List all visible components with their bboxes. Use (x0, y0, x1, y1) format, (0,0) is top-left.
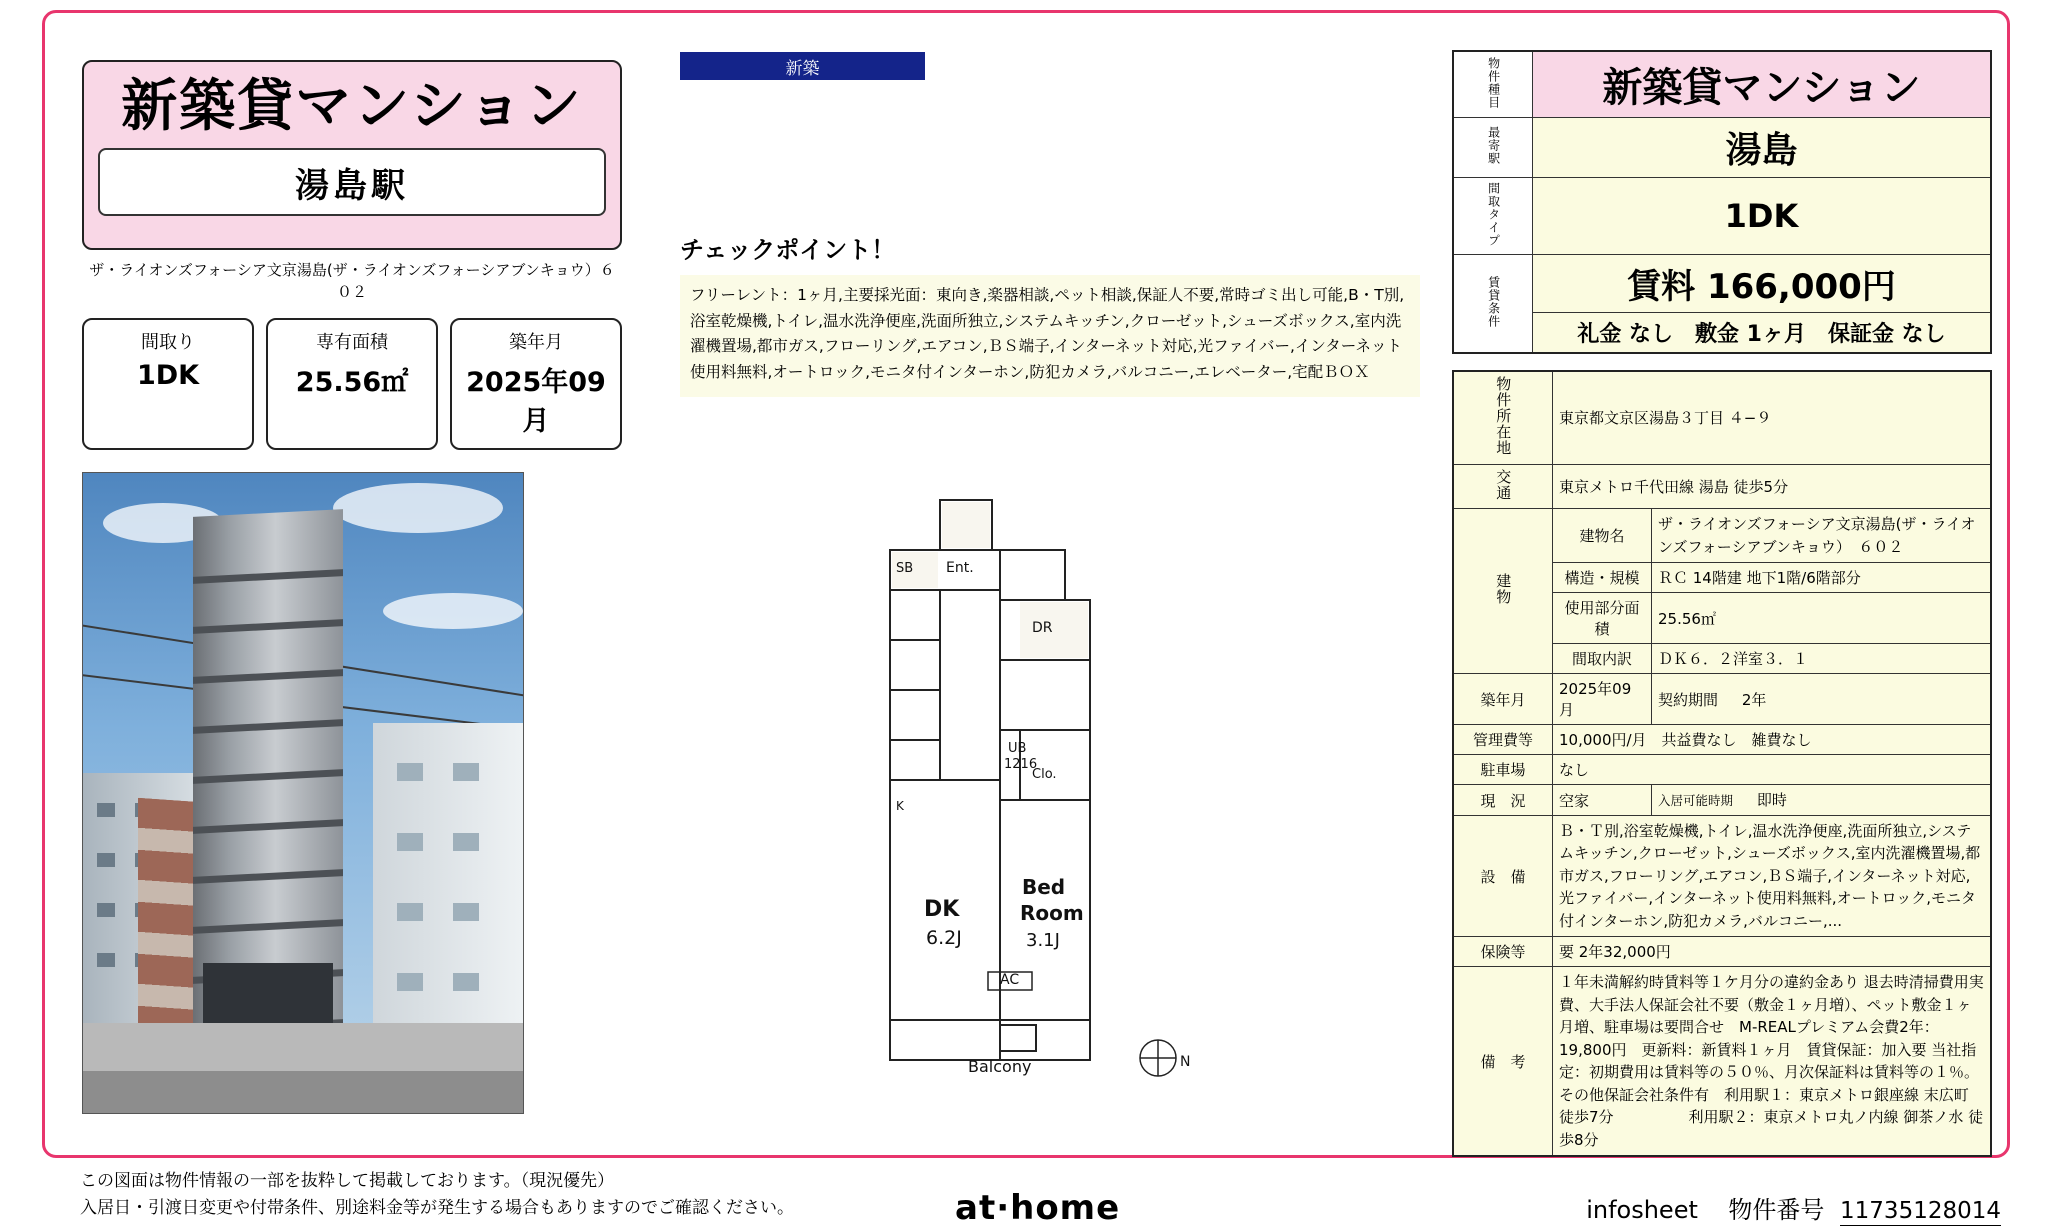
detail-area-value: 25.56㎡ (1652, 593, 1992, 644)
photo-cloud (333, 483, 503, 533)
svg-text:K: K (896, 799, 904, 813)
detail-status-label: 現 況 (1453, 785, 1553, 816)
checkpoint-title: チェックポイント！ (680, 236, 896, 264)
detail-movein-label: 入居可能時期 (1658, 793, 1734, 809)
detail-layoutdetail-value: ＤＫ６．２洋室３．１ (1652, 644, 1992, 674)
svg-text:DR: DR (1032, 620, 1053, 636)
spec-card-area (266, 318, 438, 450)
detail-area-label: 使用部分面積 (1553, 593, 1652, 644)
footer-disclaimer (80, 1168, 794, 1222)
property-no-label: 物件番号 (1728, 1196, 1825, 1224)
svg-text:AC: AC (1000, 972, 1020, 988)
athome-logo: at·home (955, 1188, 1121, 1228)
photo-cloud (383, 593, 523, 629)
row-label-station: 最寄駅 (1453, 118, 1532, 178)
svg-text:Bed: Bed (1022, 875, 1066, 899)
detail-table (1452, 370, 1992, 1157)
center-column (680, 52, 1420, 397)
table-row (1453, 967, 1991, 1157)
table-row (1453, 725, 1991, 755)
spec-card-row (82, 318, 622, 450)
table-row (1453, 178, 1991, 255)
detail-access-value: 東京メトロ千代田線 湯島 徒歩5分 (1553, 464, 1992, 509)
detail-structure-label: 構造・規模 (1553, 563, 1652, 593)
summary-table (1452, 50, 1992, 354)
detail-address-value: 東京都文京区湯島３丁目 ４−９ (1553, 371, 1992, 464)
svg-text:Clo.: Clo. (1032, 767, 1057, 782)
building-photo (82, 472, 524, 1114)
headline-box (82, 60, 622, 250)
detail-parking-value: なし (1553, 755, 1992, 785)
spec-layout-value: 1DK (136, 359, 200, 391)
detail-mgmt-value: 10,000円/月 共益費なし 雑費なし (1553, 725, 1992, 755)
left-column (82, 60, 642, 1114)
table-row (1453, 371, 1991, 464)
table-row (1453, 509, 1991, 563)
svg-text:3.1J: 3.1J (1026, 930, 1060, 951)
spec-builtdate-value: 2025年09月 (466, 366, 606, 437)
headline-station: 湯島駅 (295, 165, 409, 206)
detail-building-name-value: ザ・ライオンズフォーシア文京湯島(ザ・ライオンズフォーシアブンキョウ） ６０２ (1652, 509, 1992, 563)
detail-insurance-label: 保険等 (1453, 937, 1553, 967)
table-row (1453, 815, 1991, 937)
row-label-building: 建物 (1453, 509, 1553, 674)
table-row (1453, 255, 1991, 313)
detail-contract-value: 2年 (1741, 690, 1767, 709)
table-row (1453, 464, 1991, 509)
table-row (1453, 118, 1991, 178)
table-row (1453, 313, 1991, 354)
detail-remarks-value: １年未満解約時賃料等１ケ月分の違約金あり 退去時清掃費用実費、大手法人保証会社不要（敷金１ヶ月増）、ペット敷金１ヶ月増、駐車場は要問合せ M-REALプレミアム会費2年：19,800円 更新料：新賃料１ヶ月 賃貸保証：加入要 当社指定：初期費用は賃料等の５０％、月次保証料は賃料等の１％。その他保証会社条件有 利用駅１：東京メトロ銀座線 末広町 徒歩7分 利用駅２：東京メトロ丸ノ内線 御茶ノ水 徒歩8分 (1553, 967, 1992, 1157)
spec-card-layout (82, 318, 254, 450)
checkpoint-panel (680, 275, 1420, 397)
property-no-value: 11735128014 (1840, 1198, 2001, 1224)
photo-road (83, 1071, 523, 1113)
detail-contract-label: 契約期間 (1658, 690, 1719, 709)
svg-text:Balcony: Balcony (968, 1057, 1032, 1076)
row-label-access: 交通 (1453, 464, 1553, 509)
svg-text:Room: Room (1020, 901, 1084, 925)
summary-type-value: 新築貸マンション (1532, 51, 1991, 118)
table-row (1453, 785, 1991, 816)
table-row (1453, 937, 1991, 967)
detail-movein-cell (1652, 785, 1992, 816)
detail-status-value: 空家 (1553, 785, 1652, 816)
infosheet-footer (1586, 1190, 2001, 1225)
summary-rent-value: 賃料 166,000円 (1532, 255, 1991, 313)
new-construction-badge: 新築 (680, 52, 925, 80)
svg-text:6.2J: 6.2J (926, 927, 962, 949)
summary-layout-value: 1DK (1532, 178, 1991, 255)
detail-parking-label: 駐車場 (1453, 755, 1553, 785)
detail-equip-label: 設 備 (1453, 815, 1553, 937)
svg-text:DK: DK (924, 897, 960, 922)
spec-layout-label: 間取り (141, 331, 195, 353)
footer-disclaimer-line2: 入居日・引渡日変更や付帯条件、別途料金等が発生する場合もありますのでご確認ください。 (80, 1198, 794, 1219)
summary-station-value: 湯島 (1532, 118, 1991, 178)
svg-text:N: N (1180, 1054, 1191, 1070)
svg-text:Ent.: Ent. (946, 560, 974, 576)
detail-remarks-label: 備 考 (1453, 967, 1553, 1157)
detail-equip-value: Ｂ・Ｔ別,浴室乾燥機,トイレ,温水洗浄便座,洗面所独立,システムキッチン,クローゼット,シューズボックス,室内洗濯機置場,都市ガス,フローリング,エアコン,ＢＳ端子,インターネット対応,光ファイバー,インターネット使用料無料,オートロック,モニタ付インターホン,防犯カメラ,バルコニー,... (1553, 815, 1992, 937)
checkpoint-body: フリーレント：1ヶ月,主要採光面：東向き,楽器相談,ペット相談,保証人不要,常時ゴミ出し可能,B・T別,浴室乾燥機,トイレ,温水洗浄便座,洗面所独立,システムキッチン,クローゼット,シューズボックス,室内洗濯機置場,都市ガス,フローリング,エアコン,ＢＳ端子,インターネット対応,光ファイバー,インターネット使用料無料,オートロック,モニタ付インターホン,防犯カメラ,バルコニー,エレベーター,宅配ＢＯＸ (690, 286, 1405, 381)
svg-text:SB: SB (896, 561, 914, 576)
table-row (1453, 755, 1991, 785)
row-label-layout: 間取タイプ (1453, 178, 1532, 255)
spec-area-label: 専有面積 (316, 331, 388, 353)
spec-card-builtdate (450, 318, 622, 450)
detail-layoutdetail-label: 間取内訳 (1553, 644, 1652, 674)
right-column (1452, 50, 1992, 1157)
detail-insurance-value: 要 2年32,000円 (1553, 937, 1992, 967)
headline-title: 新築貸マンション (121, 74, 583, 139)
detail-building-name-label: 建物名 (1553, 509, 1652, 563)
building-name-text: ザ・ライオンズフォーシア文京湯島(ザ・ライオンズフォーシアブンキョウ）６０２ (89, 261, 615, 301)
infosheet-label: infosheet (1586, 1196, 1698, 1224)
detail-structure-value: ＲＣ 14階建 地下1階/6階部分 (1652, 563, 1992, 593)
row-label-type: 物件種目 (1453, 51, 1532, 118)
table-row (1453, 674, 1991, 725)
svg-text:UB: UB (1008, 741, 1027, 756)
summary-rent-conditions: 礼金 なし 敷金 1ヶ月 保証金 なし (1532, 313, 1991, 354)
detail-year-label: 築年月 (1453, 674, 1553, 725)
svg-text:1216: 1216 (1004, 757, 1038, 772)
spec-area-value: 25.56㎡ (295, 366, 409, 398)
table-row (1453, 51, 1991, 118)
detail-year-value: 2025年09月 (1553, 674, 1652, 725)
detail-movein-value: 即時 (1756, 791, 1787, 810)
row-label-address: 物件所在地 (1453, 371, 1553, 464)
spec-builtdate-label: 築年月 (509, 331, 563, 353)
floor-plan (880, 480, 1220, 1100)
detail-mgmt-label: 管理費等 (1453, 725, 1553, 755)
footer-disclaimer-line1: この図面は物件情報の一部を抜粋して掲載しております。（現況優先） (80, 1171, 615, 1191)
row-label-rent: 賃貸条件 (1453, 255, 1532, 354)
detail-contract-cell (1652, 674, 1992, 725)
headline-station-box (98, 148, 606, 216)
